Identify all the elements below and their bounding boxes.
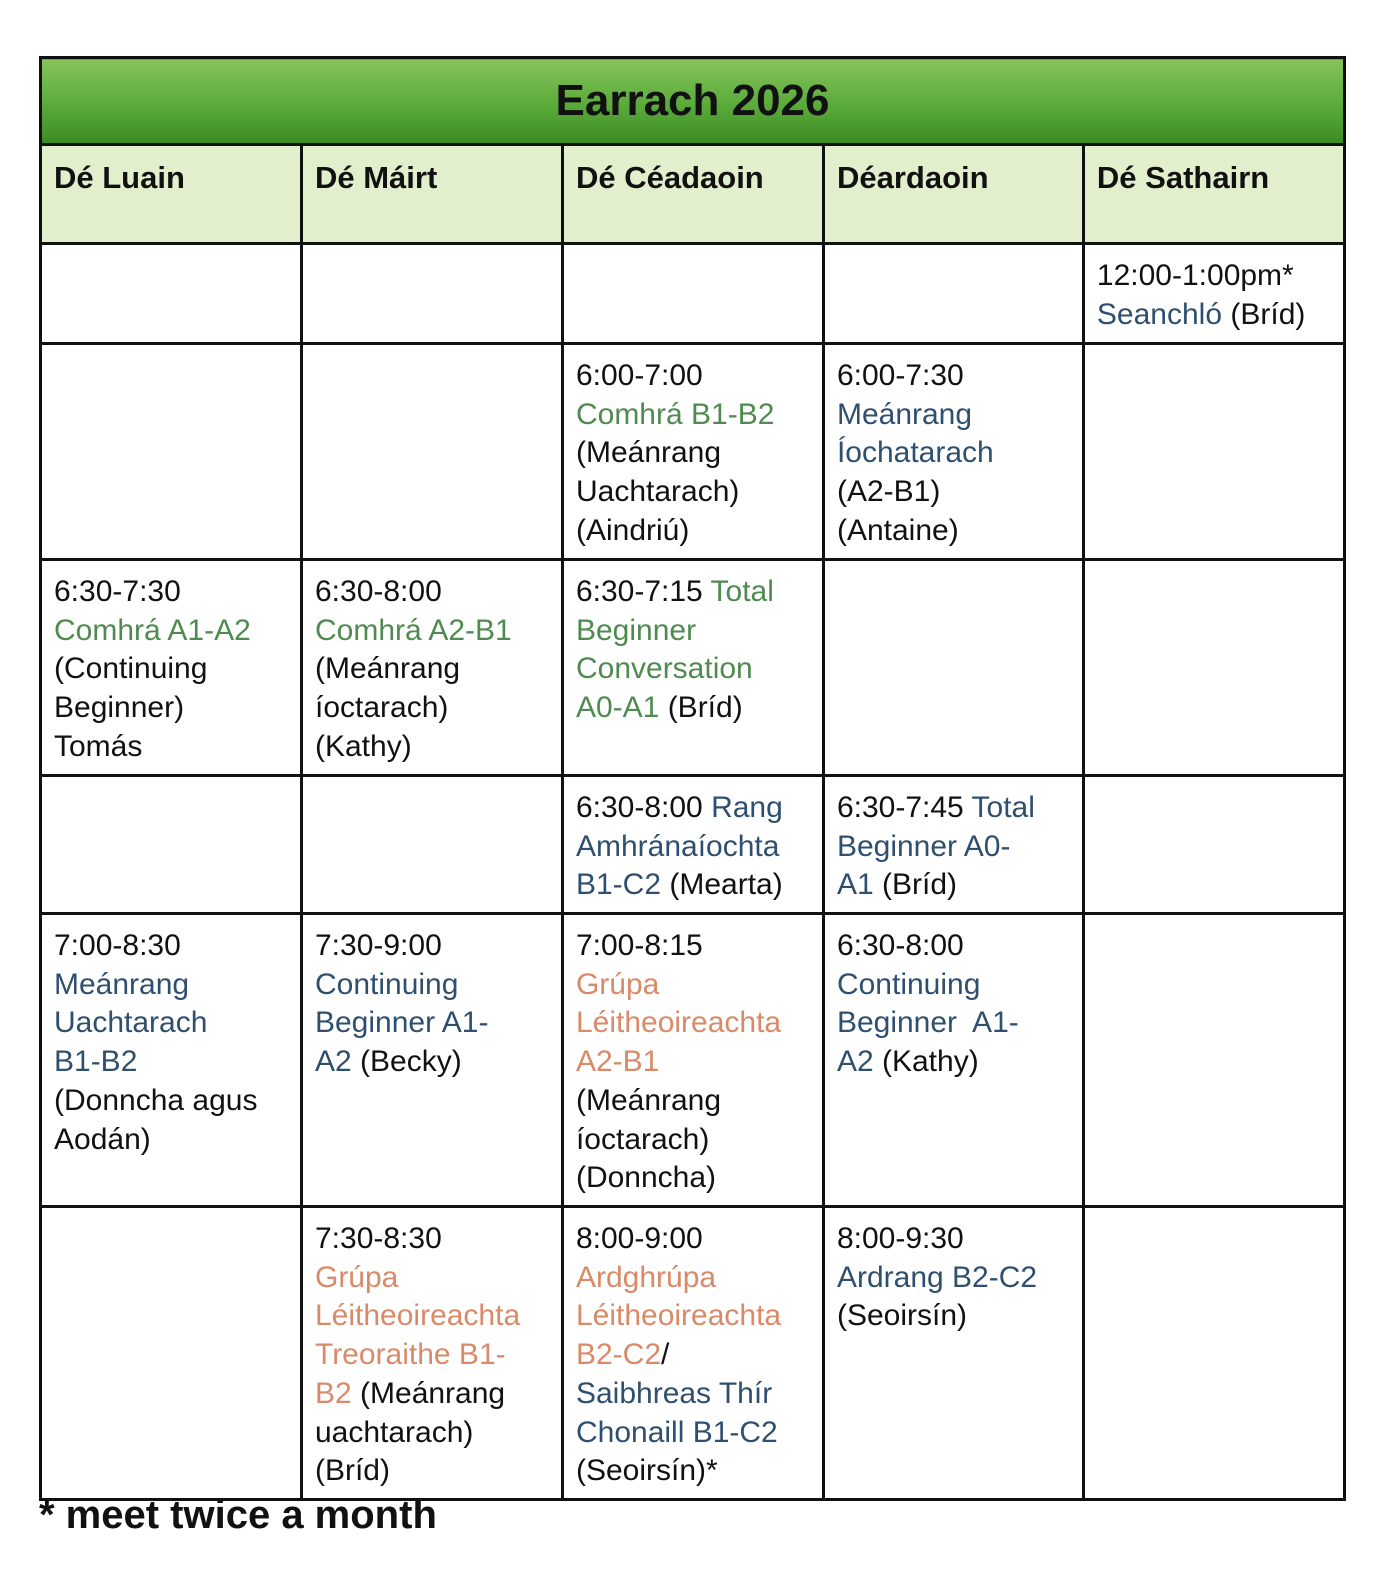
class-entry-line xyxy=(576,1452,812,1491)
schedule-cell-thursday xyxy=(823,914,1083,1207)
class-entry-line xyxy=(315,612,551,651)
schedule-cell-tuesday xyxy=(301,244,562,344)
class-entry-line xyxy=(576,434,812,473)
class-entry xyxy=(1097,257,1333,334)
class-entry-line xyxy=(54,573,290,612)
class-entry-line xyxy=(576,966,812,1005)
class-text-segment: Continuing xyxy=(314,967,459,1001)
class-text-segment: (Becky) xyxy=(351,1045,462,1079)
day-header-tuesday: Dé Máirt xyxy=(301,145,562,244)
class-entry-line xyxy=(576,866,812,905)
class-text-segment: Ardghrúpa xyxy=(575,1260,717,1294)
schedule-cell-wednesday xyxy=(562,344,823,560)
day-header-saturday: Dé Sathairn xyxy=(1083,145,1344,244)
class-entry xyxy=(576,573,812,728)
class-text-segment: Beginner) xyxy=(54,691,185,725)
schedule-cell-tuesday xyxy=(301,560,562,776)
class-text-segment: 7:30-8:30 xyxy=(314,1222,442,1255)
schedule-row xyxy=(41,244,1345,344)
class-entry-line xyxy=(576,1414,812,1453)
class-entry xyxy=(576,927,812,1198)
class-entry xyxy=(576,357,812,551)
class-text-segment: 6:30-8:00 xyxy=(314,575,442,608)
schedule-table xyxy=(39,56,1346,1501)
class-entry-line xyxy=(576,612,812,651)
schedule-row xyxy=(41,914,1345,1207)
class-text-segment: (Kathy) xyxy=(314,729,412,763)
class-text-segment: Chonaill B1-C2 xyxy=(575,1415,778,1449)
class-text-segment: Comhrá B1-B2 xyxy=(575,397,775,431)
class-entry-line xyxy=(837,1297,1072,1336)
class-text-segment: (Bríd) xyxy=(1222,297,1306,331)
class-text-segment: Grúpa xyxy=(575,967,660,1001)
class-text-segment: Total xyxy=(710,575,774,608)
class-entry-line xyxy=(576,573,812,612)
class-text-segment: A1 xyxy=(836,868,874,902)
class-entry xyxy=(837,1220,1072,1336)
class-entry-line xyxy=(315,689,551,728)
class-entry-line xyxy=(837,512,1072,551)
class-text-segment: (Mearta) xyxy=(661,868,783,902)
class-text-segment: 6:30-7:45 xyxy=(836,791,972,824)
class-entry-line xyxy=(576,1336,812,1375)
class-text-segment: 6:00-7:30 xyxy=(836,359,964,392)
day-header-row xyxy=(41,145,1345,244)
schedule-cell-tuesday xyxy=(301,776,562,914)
title-row xyxy=(41,58,1345,145)
class-entry xyxy=(576,789,812,905)
class-entry-line xyxy=(576,1082,812,1121)
class-entry-line xyxy=(576,396,812,435)
class-text-segment: Beginner xyxy=(575,613,697,647)
class-text-segment: Meánrang xyxy=(836,397,973,431)
class-entry xyxy=(54,573,290,767)
class-entry-line xyxy=(315,1259,551,1298)
schedule-cell-wednesday xyxy=(562,560,823,776)
class-text-segment: / xyxy=(661,1338,670,1372)
schedule-body xyxy=(41,244,1345,1500)
class-entry-line xyxy=(54,927,290,966)
class-text-segment: (Antaine) xyxy=(836,513,959,547)
class-entry-line xyxy=(576,828,812,867)
class-text-segment: (Meánrang xyxy=(351,1376,506,1410)
class-entry-line xyxy=(315,927,551,966)
class-entry xyxy=(315,573,551,767)
class-text-segment: (Continuing xyxy=(54,652,208,686)
class-entry-line xyxy=(54,612,290,651)
class-text-segment: Total xyxy=(971,791,1035,824)
class-entry-line xyxy=(54,728,290,767)
class-text-segment: Meánrang xyxy=(54,967,190,1001)
class-entry-line xyxy=(576,512,812,551)
class-text-segment: 7:00-8:15 xyxy=(575,929,703,962)
class-text-segment: 6:30-8:00 xyxy=(575,791,712,824)
schedule-cell-saturday xyxy=(1083,244,1344,344)
class-entry-line xyxy=(837,357,1072,396)
class-text-segment: (Bríd) xyxy=(659,691,743,725)
class-entry-line xyxy=(576,1220,812,1259)
class-text-segment: (A2-B1) xyxy=(836,475,941,509)
schedule-title: Earrach 2026 xyxy=(41,58,1345,145)
class-text-segment: Íochatarach xyxy=(836,436,994,470)
class-text-segment: (Meánrang xyxy=(314,652,461,686)
class-entry-line xyxy=(54,966,290,1005)
class-text-segment: íoctarach) xyxy=(575,1122,710,1156)
class-entry-line xyxy=(837,1259,1072,1298)
class-entry-line xyxy=(54,1082,290,1121)
class-entry-line xyxy=(837,866,1072,905)
class-text-segment: Comhrá A1-A2 xyxy=(54,613,251,647)
day-header-thursday: Déardaoin xyxy=(823,145,1083,244)
class-text-segment: Beginner A1- xyxy=(836,1006,1019,1040)
class-entry-line xyxy=(576,473,812,512)
schedule-cell-thursday xyxy=(823,1207,1083,1500)
class-entry-line xyxy=(837,1004,1072,1043)
class-text-segment: Aodán) xyxy=(54,1122,151,1156)
schedule-row xyxy=(41,560,1345,776)
class-text-segment: Uachtarach xyxy=(54,1006,208,1040)
class-entry-line xyxy=(54,1043,290,1082)
class-text-segment: Saibhreas Thír xyxy=(575,1376,773,1410)
class-entry-line xyxy=(315,1297,551,1336)
schedule-cell-wednesday xyxy=(562,914,823,1207)
class-text-segment: (Donncha) xyxy=(575,1161,717,1195)
class-text-segment: 6:30-7:30 xyxy=(54,575,181,608)
class-entry-line xyxy=(54,1004,290,1043)
class-entry-line xyxy=(837,927,1072,966)
class-text-segment: (Donncha agus xyxy=(54,1083,258,1117)
class-text-segment: Léitheoireachta xyxy=(575,1299,782,1333)
class-text-segment: (Seoirsín) xyxy=(836,1299,967,1333)
class-entry xyxy=(315,1220,551,1491)
schedule-row xyxy=(41,1207,1345,1500)
schedule-cell-thursday xyxy=(823,244,1083,344)
class-text-segment: 6:30-7:15 xyxy=(575,575,711,608)
class-entry-line xyxy=(576,789,812,828)
class-entry-line xyxy=(315,1043,551,1082)
class-entry-line xyxy=(837,473,1072,512)
class-entry-line xyxy=(837,396,1072,435)
class-entry-line xyxy=(54,650,290,689)
class-text-segment: (Bríd) xyxy=(873,868,957,902)
schedule-cell-thursday xyxy=(823,560,1083,776)
class-entry xyxy=(837,927,1072,1082)
schedule-cell-wednesday xyxy=(562,776,823,914)
schedule-cell-monday xyxy=(41,560,302,776)
schedule-cell-monday xyxy=(41,776,302,914)
class-entry-line xyxy=(837,966,1072,1005)
schedule-row xyxy=(41,344,1345,560)
class-text-segment: Beginner A1- xyxy=(314,1006,489,1040)
class-text-segment: B1-C2 xyxy=(575,868,662,902)
day-header-monday: Dé Luain xyxy=(41,145,302,244)
class-entry-line xyxy=(315,1004,551,1043)
schedule-cell-monday xyxy=(41,914,302,1207)
class-text-segment: A2-B1 xyxy=(575,1045,660,1079)
class-entry-line xyxy=(576,650,812,689)
class-text-segment: A2 xyxy=(314,1045,352,1079)
class-text-segment: (Seoirsín)* xyxy=(575,1454,718,1488)
class-text-segment: 8:00-9:00 xyxy=(575,1222,703,1255)
schedule-cell-wednesday xyxy=(562,1207,823,1500)
class-text-segment: Conversation xyxy=(575,652,753,686)
class-text-segment: 8:00-9:30 xyxy=(836,1222,964,1255)
class-entry-line xyxy=(576,689,812,728)
class-text-segment: 12:00-1:00pm* xyxy=(1096,259,1294,292)
class-text-segment: (Meánrang xyxy=(575,436,722,470)
class-entry xyxy=(315,927,551,1082)
class-text-segment: B2 xyxy=(314,1376,352,1410)
class-text-segment: uachtarach) xyxy=(314,1415,474,1449)
class-entry-line xyxy=(576,927,812,966)
class-text-segment: Comhrá A2-B1 xyxy=(314,613,512,647)
schedule-cell-tuesday xyxy=(301,1207,562,1500)
schedule-cell-monday xyxy=(41,244,302,344)
class-text-segment: íoctarach) xyxy=(314,691,449,725)
class-text-segment: B1-B2 xyxy=(54,1045,138,1079)
class-entry-line xyxy=(576,1043,812,1082)
class-entry xyxy=(54,927,290,1159)
class-entry-line xyxy=(576,1004,812,1043)
schedule-cell-thursday xyxy=(823,776,1083,914)
class-entry-line xyxy=(837,434,1072,473)
class-entry-line xyxy=(837,1043,1072,1082)
class-text-segment: (Aindriú) xyxy=(575,513,690,547)
schedule-cell-tuesday xyxy=(301,344,562,560)
class-entry-line xyxy=(837,789,1072,828)
schedule-cell-saturday xyxy=(1083,776,1344,914)
schedule-cell-saturday xyxy=(1083,914,1344,1207)
class-text-segment: Rang xyxy=(711,791,783,824)
class-entry-line xyxy=(576,1297,812,1336)
class-entry-line xyxy=(315,573,551,612)
class-entry xyxy=(576,1220,812,1491)
class-entry-line xyxy=(576,1259,812,1298)
schedule-cell-monday xyxy=(41,1207,302,1500)
class-text-segment: Grúpa xyxy=(314,1260,399,1294)
footnote: * meet twice a month xyxy=(39,1493,437,1537)
class-text-segment: 7:30-9:00 xyxy=(314,929,442,962)
class-text-segment: Treoraithe B1- xyxy=(314,1338,506,1372)
class-entry-line xyxy=(576,1121,812,1160)
class-entry-line xyxy=(576,357,812,396)
class-text-segment: Beginner A0- xyxy=(836,829,1011,863)
class-entry-line xyxy=(315,1414,551,1453)
class-text-segment: (Bríd) xyxy=(314,1454,390,1488)
class-text-segment: Amhránaíochta xyxy=(575,829,780,863)
class-text-segment: 6:00-7:00 xyxy=(575,359,703,392)
class-text-segment: (Meánrang xyxy=(575,1083,722,1117)
schedule-cell-saturday xyxy=(1083,1207,1344,1500)
schedule-cell-saturday xyxy=(1083,560,1344,776)
class-entry-line xyxy=(1097,257,1333,296)
class-text-segment: Uachtarach) xyxy=(575,475,740,509)
class-entry-line xyxy=(315,1452,551,1491)
class-entry-line xyxy=(576,1375,812,1414)
class-entry-line xyxy=(315,1375,551,1414)
class-text-segment: A0-A1 xyxy=(575,691,660,725)
schedule-cell-tuesday xyxy=(301,914,562,1207)
class-entry xyxy=(837,789,1072,905)
class-entry-line xyxy=(315,650,551,689)
schedule-row xyxy=(41,776,1345,914)
class-entry-line xyxy=(837,1220,1072,1259)
class-text-segment: Seanchló xyxy=(1096,297,1223,331)
schedule-cell-saturday xyxy=(1083,344,1344,560)
class-text-segment: Léitheoireachta xyxy=(575,1006,782,1040)
class-text-segment: Ardrang B2-C2 xyxy=(836,1260,1038,1294)
day-header-wednesday: Dé Céadaoin xyxy=(562,145,823,244)
class-entry-line xyxy=(837,828,1072,867)
class-text-segment: Léitheoireachta xyxy=(314,1299,521,1333)
class-text-segment: (Kathy) xyxy=(873,1045,979,1079)
class-entry-line xyxy=(54,1121,290,1160)
class-text-segment: Tomás xyxy=(54,729,143,763)
class-entry-line xyxy=(315,1220,551,1259)
class-entry-line xyxy=(315,1336,551,1375)
class-text-segment: B2-C2 xyxy=(575,1338,662,1372)
class-entry xyxy=(837,357,1072,551)
class-entry-line xyxy=(315,966,551,1005)
class-entry-line xyxy=(54,689,290,728)
class-entry-line xyxy=(576,1159,812,1198)
class-text-segment: A2 xyxy=(836,1045,874,1079)
schedule-cell-thursday xyxy=(823,344,1083,560)
schedule-cell-monday xyxy=(41,344,302,560)
class-text-segment: Continuing xyxy=(836,967,981,1001)
class-text-segment: 6:30-8:00 xyxy=(836,929,964,962)
schedule-cell-wednesday xyxy=(562,244,823,344)
class-entry-line xyxy=(315,728,551,767)
class-text-segment: 7:00-8:30 xyxy=(54,929,181,962)
class-entry-line xyxy=(1097,296,1333,335)
